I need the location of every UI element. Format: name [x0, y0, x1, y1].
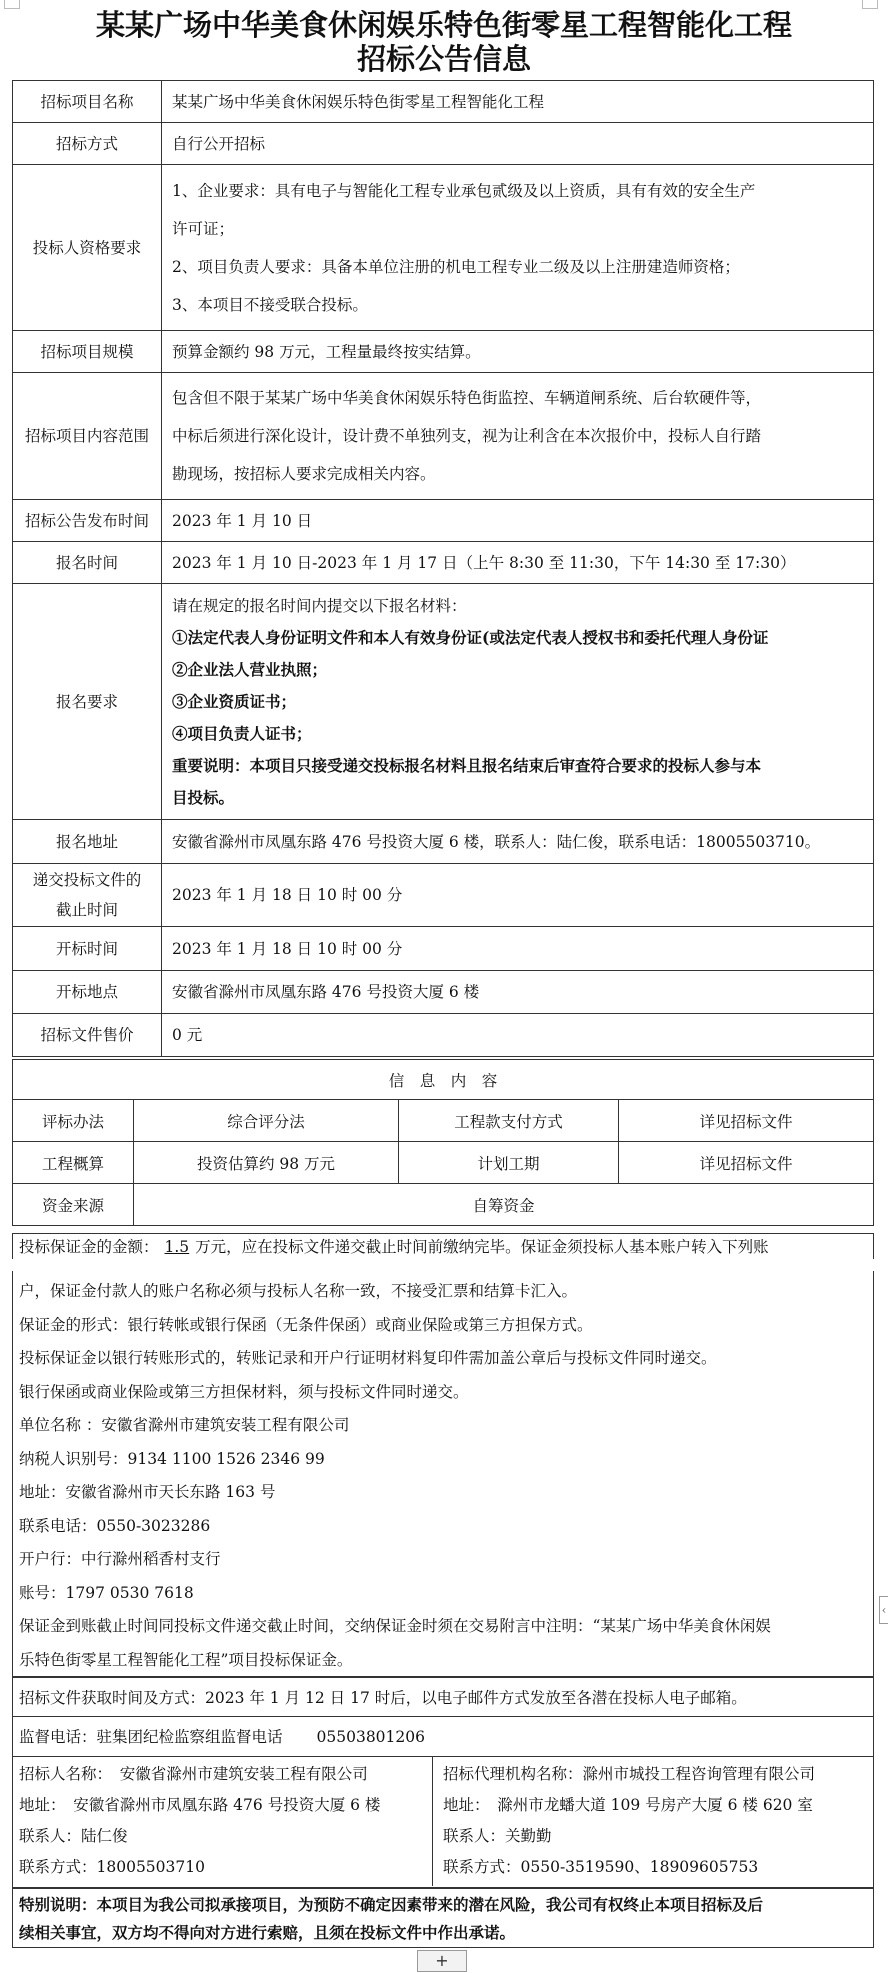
agency-contact: 联系人：关勤勤 [443, 1827, 552, 1845]
info-content-table [12, 1059, 874, 1226]
payment-value: 详见招标文件 [619, 1100, 874, 1142]
row-label: 招标公告发布时间 [13, 500, 162, 542]
table-row [13, 123, 874, 165]
row-label: 报名要求 [13, 584, 162, 820]
qualification-line: 许可证； [172, 219, 235, 238]
side-scroll-tab[interactable]: ‹ [879, 1596, 888, 1624]
add-button[interactable]: + [417, 1950, 467, 1972]
eval-label: 评标办法 [13, 1100, 134, 1142]
tenderer-name: 招标人名称： 安徽省滁州市建筑安装工程有限公司 [19, 1765, 368, 1783]
deposit-details [12, 1271, 874, 1677]
deposit-line: 地址：安徽省滁州市天长东路 163 号 [19, 1483, 276, 1501]
reg-item: ③企业资质证书； [172, 691, 297, 711]
estimate-value: 投资估算约 98 万元 [134, 1142, 399, 1184]
reg-note: 目投标。 [172, 787, 235, 807]
tenderer-contact: 联系人：陆仁俊 [19, 1827, 128, 1845]
scope-line: 包含但不限于某某广场中华美食休闲娱乐特色街监控、车辆道闸系统、后台软硬件等， [172, 389, 762, 407]
table-row [13, 165, 874, 331]
estimate-label: 工程概算 [13, 1142, 134, 1184]
info-header: 信 息 内 容 [13, 1060, 874, 1100]
row-value [162, 165, 874, 331]
deposit-amount: 1.5 [164, 1238, 190, 1256]
deposit-line: 户，保证金付款人的账户名称必须与投标人名称一致，不接受汇票和结算卡汇入。 [19, 1282, 578, 1300]
row-value: 2023 年 1 月 18 日 10 时 00 分 [162, 864, 874, 927]
row-value [162, 584, 874, 820]
supervise-row [12, 1717, 874, 1757]
row-value: 自行公开招标 [162, 123, 874, 165]
table-row [13, 1060, 874, 1100]
deposit-line: 银行保函或商业保险或第三方担保材料，须与投标文件同时递交。 [19, 1382, 469, 1401]
deposit-line: 乐特色街零星工程智能化工程”项目投标保证金。 [19, 1650, 353, 1669]
row-value: 预算金额约 98 万元，工程量最终按实结算。 [162, 331, 874, 373]
qualification-line: 3、本项目不接受联合投标。 [172, 295, 368, 314]
deadline-label-line: 递交投标文件的 [32, 871, 142, 889]
table-row [13, 500, 874, 542]
deposit-line: 投标保证金以银行转账形式的，转账记录和开户行证明材料复印件需加盖公章后与投标文件同时递交。 [19, 1349, 717, 1367]
reg-intro: 请在规定的报名时间内提交以下报名材料： [172, 596, 467, 615]
payment-label: 工程款支付方式 [399, 1100, 619, 1142]
deposit-prefix: 投标保证金的金额： [19, 1238, 159, 1256]
table-row [13, 584, 874, 820]
special-line: 特别说明：本项目为我公司拟承接项目，为预防不确定因素带来的潜在风险，我公司有权终止本项目招标及后 [19, 1895, 764, 1914]
row-label: 投标人资格要求 [13, 165, 162, 331]
deposit-line: 保证金的形式：银行转帐或银行保函（无条件保函）或商业保险或第三方担保方式。 [19, 1315, 593, 1334]
row-value: 2023 年 1 月 10 日-2023 年 1 月 17 日（上午 8:30 至 11:30，下午 14:30 至 17:30） [162, 542, 874, 584]
table-row [13, 542, 874, 584]
row-label: 招标项目名称 [13, 81, 162, 123]
table-row [13, 971, 874, 1014]
table-row [13, 1184, 874, 1226]
row-value: 0 元 [162, 1014, 874, 1057]
deposit-line: 开户行：中行滁州稻香村支行 [19, 1550, 221, 1568]
acquire-row [12, 1677, 874, 1717]
table-row [13, 864, 874, 927]
row-label: 招标文件售价 [13, 1014, 162, 1057]
reg-note: 重要说明：本项目只接受递交投标报名材料且报名结束后审查符合要求的投标人参与本 [172, 755, 762, 775]
deposit-line: 纳税人识别号：9134 1100 1526 2346 99 [19, 1449, 325, 1468]
supervise-phone: 05503801206 [316, 1728, 425, 1746]
reg-item: ①法定代表人身份证明文件和本人有效身份证(或法定代表人授权书和委托代理人身份证 [172, 627, 769, 647]
doc-title-line1: 某某广场中华美食休闲娱乐特色街零星工程智能化工程 [95, 8, 792, 42]
row-label: 招标方式 [13, 123, 162, 165]
supervise-label: 监督电话：驻集团纪检监察组监督电话 [19, 1728, 283, 1746]
scope-line: 中标后须进行深化设计，设计费不单独列支，视为让利含在本次报价中，投标人自行踏 [172, 427, 762, 445]
doc-title-line2: 招标公告信息 [356, 42, 531, 76]
eval-value: 综合评分法 [134, 1100, 399, 1142]
deposit-line: 联系电话：0550-3023286 [19, 1516, 211, 1535]
table-row [13, 1014, 874, 1057]
row-label: 开标时间 [13, 927, 162, 971]
tenderer-block [13, 1757, 433, 1886]
table-row [13, 1142, 874, 1184]
row-label: 报名地址 [13, 820, 162, 864]
row-label: 招标项目规模 [13, 331, 162, 373]
row-label: 招标项目内容范围 [13, 373, 162, 500]
reg-item: ④项目负责人证书； [172, 723, 312, 743]
agency-addr: 地址： 滁州市龙蟠大道 109 号房产大厦 6 楼 620 室 [443, 1796, 813, 1814]
special-note [12, 1888, 874, 1948]
special-line: 续相关事宜，双方均不得向对方进行索赔，且须在投标文件中作出承诺。 [19, 1923, 516, 1942]
tenderer-addr: 地址： 安徽省滁州市凤凰东路 476 号投资大厦 6 楼 [19, 1796, 381, 1814]
row-label: 报名时间 [13, 542, 162, 584]
deposit-line: 单位名称 ：安徽省滁州市建筑安装工程有限公司 [19, 1416, 350, 1434]
table-row [13, 927, 874, 971]
table-row [13, 373, 874, 500]
table-row [13, 81, 874, 123]
agency-phone: 联系方式：0550-3519590、18909605753 [443, 1858, 759, 1876]
qualification-line: 2、项目负责人要求：具备本单位注册的机电工程专业二级及以上注册建造师资格； [172, 257, 740, 276]
duration-label: 计划工期 [399, 1142, 619, 1184]
fund-value: 自筹资金 [134, 1184, 874, 1226]
tender-info-table [12, 80, 874, 1057]
qualification-line: 1、企业要求：具有电子与智能化工程专业承包贰级及以上资质，具有有效的安全生产 [172, 181, 756, 200]
scope-line: 勘现场，按招标人要求完成相关内容。 [172, 465, 436, 483]
row-label: 开标地点 [13, 971, 162, 1014]
acquire-text: 招标文件获取时间及方式：2023 年 1 月 12 日 17 时后，以电子邮件方式发放至各潜在投标人电子邮箱。 [19, 1689, 747, 1707]
deposit-line: 账号：1797 0530 7618 [19, 1583, 194, 1602]
table-row [13, 820, 874, 864]
row-value: 某某广场中华美食休闲娱乐特色街零星工程智能化工程 [162, 81, 874, 123]
agency-name: 招标代理机构名称：滁州市城投工程咨询管理有限公司 [443, 1765, 816, 1783]
row-label [13, 864, 162, 927]
row-value: 安徽省滁州市凤凰东路 476 号投资大厦 6 楼 [162, 971, 874, 1014]
duration-value: 详见招标文件 [619, 1142, 874, 1184]
reg-item: ②企业法人营业执照； [172, 659, 328, 679]
tenderer-phone: 联系方式：18005503710 [19, 1858, 205, 1876]
deposit-line: 保证金到账截止时间同投标文件递交截止时间，交纳保证金时须在交易附言中注明：“某某广场中华美食休闲娱 [19, 1617, 771, 1635]
parties-row [12, 1757, 874, 1888]
row-value: 安徽省滁州市凤凰东路 476 号投资大厦 6 楼，联系人：陆仁俊，联系电话：18005503710。 [162, 820, 874, 864]
agency-block [435, 1757, 873, 1886]
deposit-suffix: 万元，应在投标文件递交截止时间前缴纳完毕。保证金须投标人基本账户转入下列账 [195, 1238, 769, 1256]
table-row [13, 1100, 874, 1142]
deadline-label-line: 截止时间 [55, 901, 118, 919]
row-value: 2023 年 1 月 18 日 10 时 00 分 [162, 927, 874, 971]
table-row [13, 331, 874, 373]
row-value: 2023 年 1 月 10 日 [162, 500, 874, 542]
deposit-first-line [12, 1233, 874, 1259]
fund-label: 资金来源 [13, 1184, 134, 1226]
page-break [0, 1259, 888, 1271]
row-value [162, 373, 874, 500]
